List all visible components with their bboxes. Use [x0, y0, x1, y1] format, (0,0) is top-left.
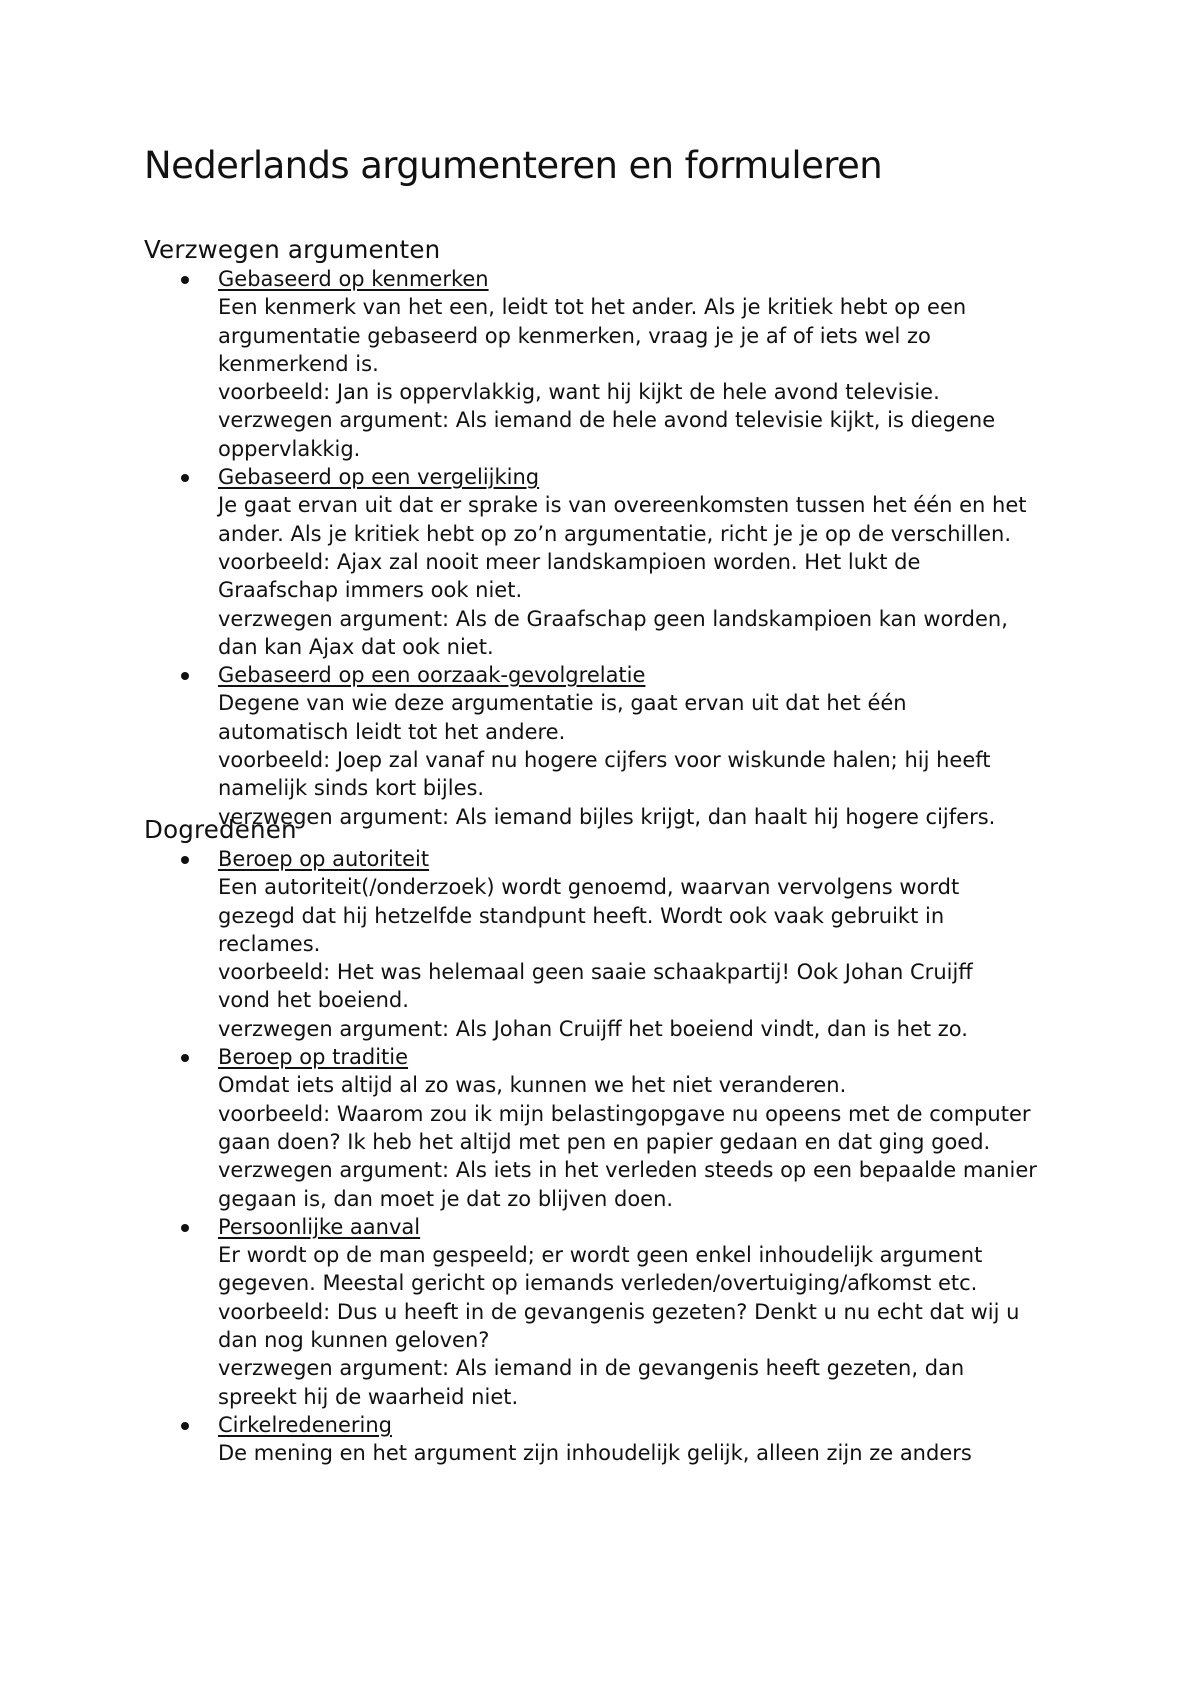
item-text-line: gegaan is, dan moet je dat zo blijven doen.: [218, 1186, 674, 1211]
bullet-list: [144, 265, 1084, 831]
bullet-icon: [181, 474, 189, 482]
section-heading: Dogredenen: [144, 815, 297, 844]
item-text-line: voorbeeld: Joep zal vanaf nu hogere cijfers voor wiskunde halen; hij heeft: [218, 748, 991, 773]
item-text-line: Er wordt op de man gespeeld; er wordt geen enkel inhoudelijk argument: [218, 1243, 983, 1268]
item-text-line: voorbeeld: Jan is oppervlakkig, want hij kijkt de hele avond televisie.: [218, 380, 940, 405]
item-text-line: Een autoriteit(/onderzoek) wordt genoemd, waarvan vervolgens wordt: [218, 875, 960, 900]
item-text-line: verzwegen argument: Als iets in het verleden steeds op een bepaalde manier: [218, 1158, 1037, 1183]
item-text-line: gezegd dat hij hetzelfde standpunt heeft. Wordt ook vaak gebruikt in: [218, 903, 945, 928]
item-title: Cirkelredenering: [218, 1412, 392, 1437]
bullet-icon: [181, 672, 189, 680]
item-text-line: verzwegen argument: Als iemand in de gevangenis heeft gezeten, dan: [218, 1356, 965, 1381]
item-text-line: vond het boeiend.: [218, 988, 409, 1013]
item-title: Gebaseerd op kenmerken: [218, 267, 489, 291]
section-verzwegen-argumenten: [144, 235, 1084, 831]
list-item: [144, 845, 1084, 1043]
bullet-icon: [181, 1224, 189, 1232]
item-text-line: voorbeeld: Waarom zou ik mijn belastingopgave nu opeens met de computer: [218, 1101, 1031, 1126]
item-text-line: spreekt hij de waarheid niet.: [218, 1384, 519, 1409]
item-text-line: Degene van wie deze argumentatie is, gaat ervan uit dat het één: [218, 691, 907, 716]
item-title: Persoonlijke aanval: [218, 1214, 421, 1239]
list-item: [144, 463, 1084, 661]
item-text-line: voorbeeld: Het was helemaal geen saaie schaakpartij! Ook Johan Cruijff: [218, 960, 973, 985]
item-text-line: verzwegen argument: Als Johan Cruijff het boeiend vindt, dan is het zo.: [218, 1016, 968, 1041]
item-text-line: verzwegen argument: Als de Graafschap geen landskampioen kan worden,: [218, 606, 1008, 631]
item-text-line: dan kan Ajax dat ook niet.: [218, 634, 494, 659]
item-text-line: voorbeeld: Dus u heeft in de gevangenis gezeten? Denkt u nu echt dat wij u: [218, 1299, 1020, 1324]
item-text-line: Een kenmerk van het een, leidt tot het ander. Als je kritiek hebt op een: [218, 295, 967, 320]
item-title: Beroep op autoriteit: [218, 847, 430, 871]
item-text-line: voorbeeld: Ajax zal nooit meer landskampioen worden. Het lukt de: [218, 549, 921, 574]
item-text-line: verzwegen argument: Als iemand bijles krijgt, dan haalt hij hogere cijfers.: [218, 804, 996, 829]
item-text-line: argumentatie gebaseerd op kenmerken, vraag je je af of iets wel zo: [218, 323, 931, 348]
item-text-line: Omdat iets altijd al zo was, kunnen we het niet veranderen.: [218, 1073, 847, 1098]
item-title: Gebaseerd op een oorzaak-gevolgrelatie: [218, 663, 646, 688]
item-text-line: automatisch leidt tot het andere.: [218, 719, 566, 744]
item-title: Gebaseerd op een vergelijking: [218, 465, 540, 490]
bullet-icon: [181, 856, 189, 864]
document-title: Nederlands argumenteren en formuleren: [144, 144, 883, 187]
list-item: [144, 1213, 1084, 1411]
item-text-line: verzwegen argument: Als iemand de hele avond televisie kijkt, is diegene: [218, 408, 996, 433]
bullet-list: [144, 845, 1084, 1468]
item-text-line: gegeven. Meestal gericht op iemands verleden/overtuiging/afkomst etc.: [218, 1271, 978, 1296]
bullet-icon: [181, 276, 189, 284]
item-text-line: Graafschap immers ook niet.: [218, 578, 523, 603]
item-text-line: oppervlakkig.: [218, 436, 361, 461]
list-item: [144, 661, 1084, 831]
item-text-line: De mening en het argument zijn inhoudelijk gelijk, alleen zijn ze anders: [218, 1441, 972, 1466]
item-text-line: ander. Als je kritiek hebt op zo’n argumentatie, richt je je op de verschillen.: [218, 521, 1011, 546]
item-text-line: kenmerkend is.: [218, 351, 379, 376]
item-title: Beroep op traditie: [218, 1045, 409, 1070]
list-item: [144, 1043, 1084, 1213]
list-item: [144, 265, 1084, 463]
item-text-line: namelijk sinds kort bijles.: [218, 776, 485, 801]
section-heading: Verzwegen argumenten: [144, 235, 441, 264]
section-dogredenen: [144, 815, 1084, 1468]
item-text-line: Je gaat ervan uit dat er sprake is van overeenkomsten tussen het één en het: [218, 493, 1027, 518]
bullet-icon: [181, 1422, 189, 1430]
item-text-line: reclames.: [218, 931, 321, 956]
item-text-line: dan nog kunnen geloven?: [218, 1328, 490, 1353]
bullet-icon: [181, 1054, 189, 1062]
item-text-line: gaan doen? Ik heb het altijd met pen en papier gedaan en dat ging goed.: [218, 1129, 991, 1154]
list-item: [144, 1411, 1084, 1468]
